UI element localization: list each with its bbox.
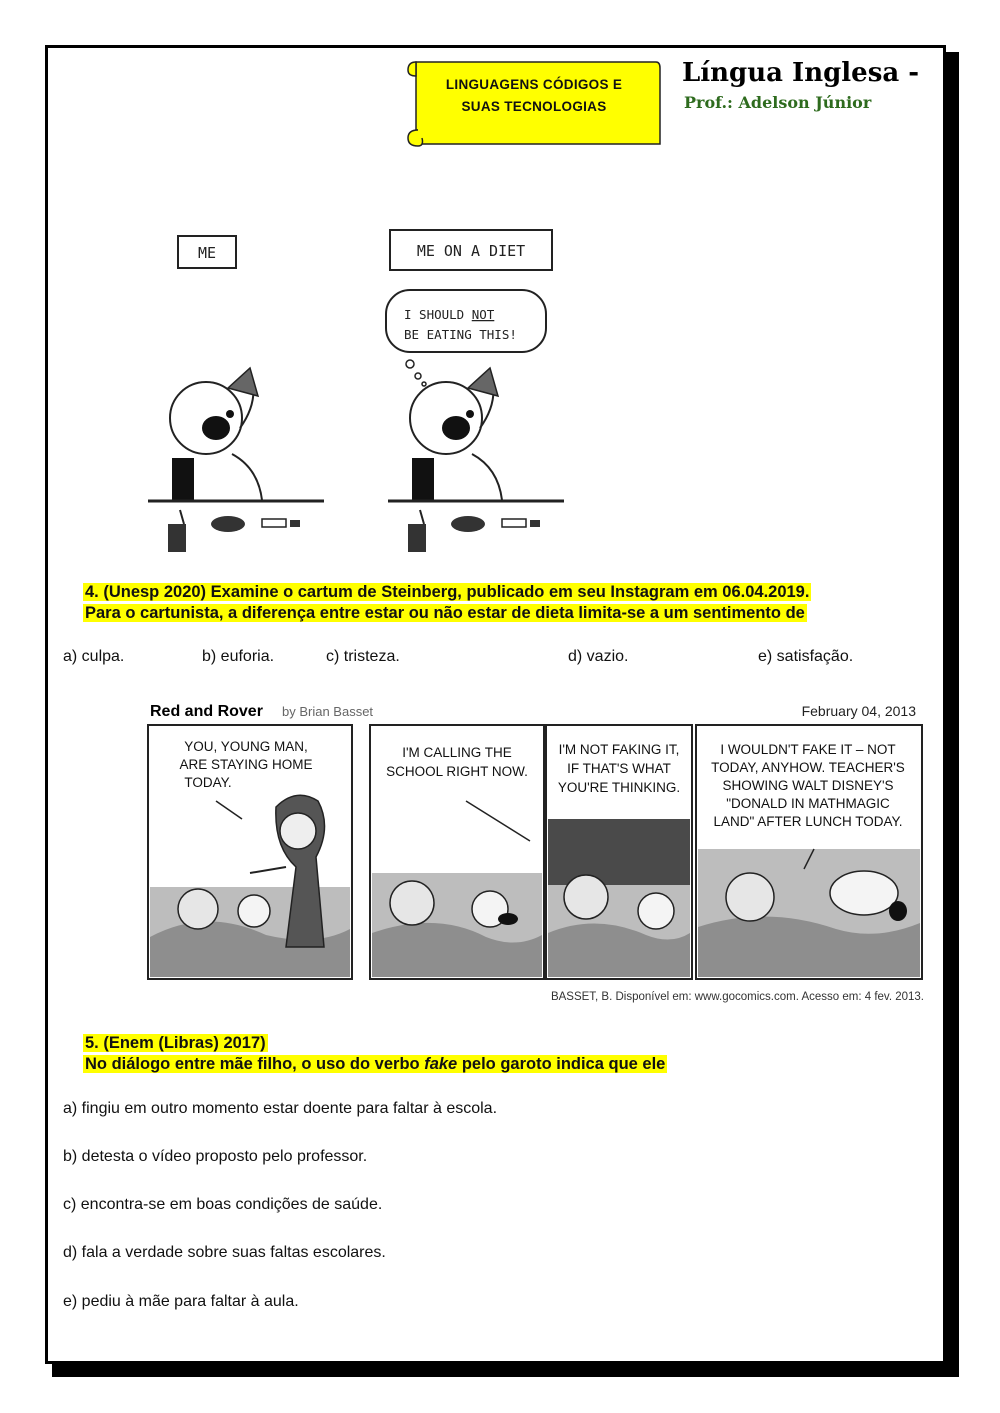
q4-option-e: e) satisfação.	[758, 648, 854, 665]
q4-option-c: c) tristeza.	[326, 648, 400, 665]
table-items-right	[408, 510, 540, 552]
question-5-line-2	[83, 1054, 667, 1074]
figure-left	[170, 368, 262, 500]
label-diet: ME ON A DIET	[416, 242, 526, 260]
steinberg-cartoon	[140, 218, 610, 563]
q4-option-b: b) euforia.	[202, 648, 275, 665]
question-4-line-2: Para o cartunista, a diferença entre estar ou não estar de dieta limita-se a um sentimento de	[85, 604, 805, 622]
q5-text-pre: No diálogo entre mãe filho, o uso do verbo	[85, 1055, 425, 1073]
banner-line-2: SUAS TECNOLOGIAS	[461, 99, 607, 114]
q5-text-italic: fake	[424, 1055, 458, 1073]
panel4-line-2: TODAY, ANYHOW. TEACHER'S	[711, 760, 905, 775]
question-5-line-1: 5. (Enem (Libras) 2017)	[85, 1034, 266, 1052]
panel4-line-4: "DONALD IN MATHMAGIC	[726, 796, 890, 811]
table-items-left	[168, 510, 300, 552]
thought-line-2: BE EATING THIS!	[404, 327, 517, 342]
subject-area-banner	[406, 58, 662, 148]
q4-option-d: d) vazio.	[568, 648, 629, 665]
q5-option-b: b) detesta o vídeo proposto pelo professor.	[63, 1148, 368, 1165]
comic-title: Red and Rover	[150, 703, 263, 720]
figure-right	[410, 368, 502, 500]
red-and-rover-comic	[146, 697, 926, 1009]
panel4-line-5: LAND" AFTER LUNCH TODAY.	[713, 814, 903, 829]
panel1-line-2: ARE STAYING HOME	[179, 757, 313, 772]
thought-dot	[415, 373, 421, 379]
panel4-line-1: I WOULDN'T FAKE IT – NOT	[720, 742, 896, 757]
panel3-line-1: I'M NOT FAKING IT,	[558, 742, 680, 757]
panel3-line-3: YOU'RE THINKING.	[557, 780, 681, 795]
panel1-line-1: YOU, YOUNG MAN,	[184, 739, 308, 754]
panel3-line-2: IF THAT'S WHAT	[567, 761, 671, 776]
thought-line-1: I SHOULD NOT	[404, 307, 495, 322]
teacher-name: Prof.: Adelson Júnior	[684, 93, 872, 112]
comic-date: February 04, 2013	[801, 703, 916, 719]
comic-credit: BASSET, B. Disponível em: www.gocomics.com. Acesso em: 4 fev. 2013.	[550, 991, 924, 1003]
panel4-line-3: SHOWING WALT DISNEY'S	[722, 778, 894, 793]
q5-text-post: pelo garoto indica que ele	[457, 1055, 666, 1073]
comic-panel-1	[148, 725, 352, 979]
q4-option-a: a) culpa.	[63, 648, 125, 665]
label-me: ME	[197, 244, 217, 262]
thought-dot	[406, 360, 414, 368]
q5-option-d: d) fala a verdade sobre suas faltas escolares.	[63, 1244, 386, 1261]
q5-option-c: c) encontra-se em boas condições de saúde.	[63, 1196, 383, 1213]
comic-panel-4	[696, 725, 922, 979]
panel1-line-3: TODAY.	[184, 775, 232, 790]
banner-line-1: LINGUAGENS CÓDIGOS E	[445, 77, 623, 92]
subject-title: Língua Inglesa -	[682, 58, 920, 88]
comic-author: by Brian Basset	[282, 704, 374, 719]
question-4-line-1: 4. (Unesp 2020) Examine o cartum de Steinberg, publicado em seu Instagram em 06.04.2019.	[85, 583, 810, 601]
comic-panel-3	[546, 725, 692, 979]
comic-panel-2	[370, 725, 544, 979]
q5-option-e: e) pediu à mãe para faltar à aula.	[63, 1293, 299, 1310]
panel2-line-1: I'M CALLING THE	[402, 745, 512, 760]
thought-dot	[422, 382, 426, 386]
q5-option-a: a) fingiu em outro momento estar doente para faltar à escola.	[63, 1100, 498, 1117]
panel2-line-2: SCHOOL RIGHT NOW.	[386, 764, 528, 779]
